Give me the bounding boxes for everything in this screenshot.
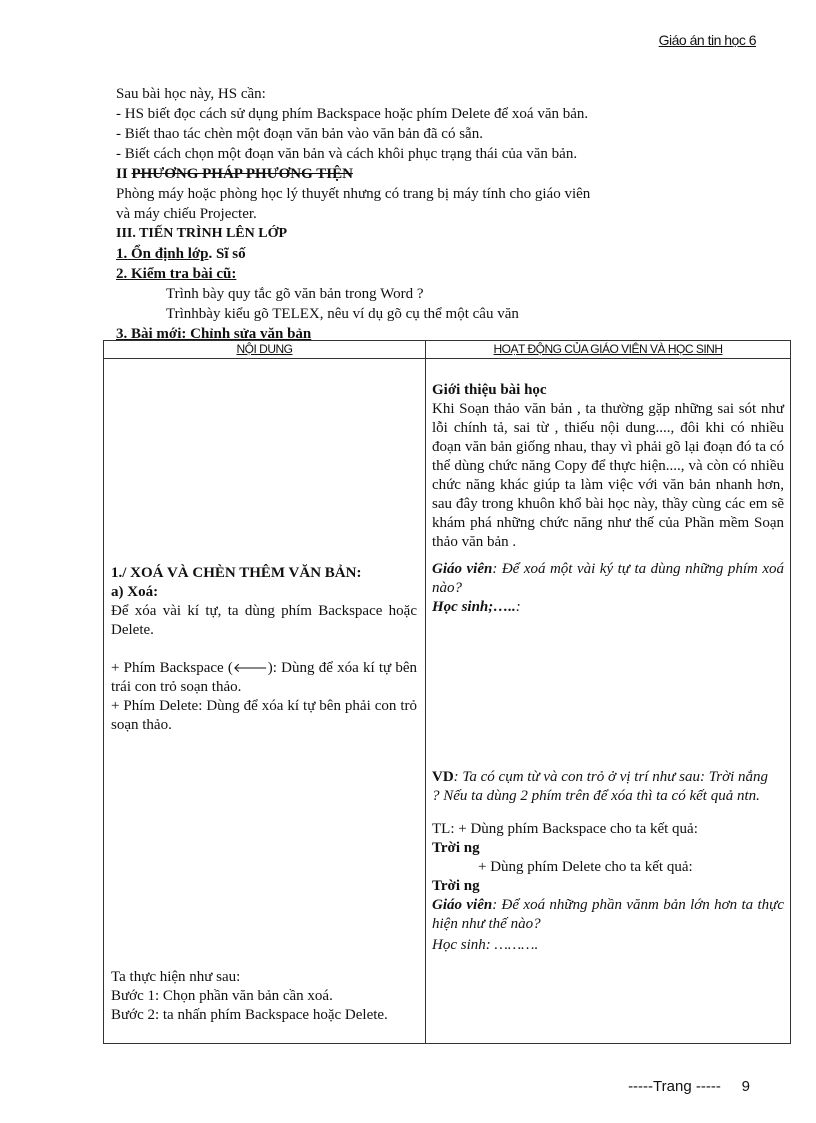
lesson-table: [103, 340, 791, 1044]
content-block-delete: [111, 564, 417, 735]
content-cell: [104, 359, 426, 1044]
objective-2: - Biết thao tác chèn một đoạn văn bản vào văn bản đã có sẵn.: [116, 126, 483, 142]
answer-delete: + Dùng phím Delete cho ta kết quả:: [478, 859, 693, 875]
teacher-question-2: Giáo viên: Để xoá những phần vănm bản lớn hơn ta thực hiện như thế nào?: [432, 897, 785, 932]
content-heading: 1./ XOÁ VÀ CHÈN THÊM VĂN BẢN:: [111, 565, 362, 581]
objectives-intro: Sau bài học này, HS cần:: [116, 86, 266, 102]
arrow-left-icon: 🡐: [232, 661, 268, 676]
answer-backspace-result: Trời ng: [432, 840, 480, 856]
objective-3: - Biết cách chọn một đoạn văn bản và cách khôi phục trạng thái của văn bản.: [116, 146, 578, 162]
content-delete: + Phím Delete: Dùng để xóa kí tự bên phải con trỏ soạn thảo.: [111, 698, 417, 733]
section-2-title: PHƯƠNG PHÁP PHƯƠNG TIỆN: [131, 166, 353, 182]
student-answer-2: Học sinh: ……….: [432, 937, 539, 953]
activities-cell: [426, 359, 791, 1044]
section-2-line-1: Phòng máy hoặc phòng học lý thuyết nhưng có trang bị máy tính cho giáo viên: [116, 186, 591, 202]
activities-block-intro: [432, 381, 784, 617]
student-answer-1: Học sinh;…..:: [432, 599, 521, 615]
column-header-activities: HOẠT ĐỘNG CỦA GIÁO VIÊN VÀ HỌC SINH: [426, 341, 791, 359]
content-backspace: + Phím Backspace (🡐): Dùng để xóa kí tự bên trái con trỏ soạn thảo.: [111, 660, 417, 695]
teacher-question-1: Giáo viên: Để xoá một vài ký tự ta dùng những phím xoá nào?: [432, 561, 784, 596]
item-3-heading: 3. Bài mới: Chỉnh sửa văn bản: [116, 326, 312, 342]
column-header-content: NỘI DUNG: [104, 341, 426, 359]
activities-block-example: [432, 768, 784, 955]
intro-title: Giới thiệu bài học: [432, 382, 547, 398]
content-paragraph-1: Để xóa vài kí tự, ta dùng phím Backspace hoặc Delete.: [111, 603, 417, 638]
example: VD: Ta có cụm từ và con trỏ ở vị trí như sau: Trời nắng: [432, 769, 768, 785]
section-2-heading: II PHƯƠNG PHÁP PHƯƠNG TIỆN: [116, 166, 353, 182]
content-block-steps: [111, 968, 417, 1025]
example-question: ? Nếu ta dùng 2 phím trên để xóa thì ta có kết quả ntn.: [432, 788, 760, 804]
item-2-line-1: Trình bày quy tắc gõ văn bản trong Word ?: [166, 286, 424, 302]
intro-section: [116, 84, 756, 344]
step-2: Bước 2: ta nhấn phím Backspace hoặc Delete.: [111, 1007, 388, 1023]
answer-backspace: TL: + Dùng phím Backspace cho ta kết quả:: [432, 821, 698, 837]
item-1-heading: 1. Ổn định lớp. Sĩ số: [116, 246, 246, 262]
content-subheading: a) Xoá:: [111, 584, 159, 600]
intro-body: Khi Soạn thảo văn bản , ta thường gặp những sai sót như lỗi chính tả, sai từ , thiếu nội dung...., đôi khi có nhiều đoạn văn bản giống nhau, thay vì phải gõ lại đoạn đó ta có thể dùng chức năng Copy để thực hiện...., và còn có nhiều chức năng khác giúp ta làm việc với văn bản nhanh hơn, sau đây trong khuôn khổ bài học này, thầy cùng các em sẽ khám phá những chức năng như thế của Phần mềm Soạn thảo văn bản .: [432, 401, 784, 550]
objective-1: - HS biết đọc cách sử dụng phím Backspace hoặc phím Delete để xoá văn bản.: [116, 106, 589, 122]
answer-delete-result: Trời ng: [432, 878, 480, 894]
page-label: -----Trang -----: [628, 1078, 721, 1095]
step-1: Bước 1: Chọn phần văn bản cần xoá.: [111, 988, 333, 1004]
page-header-title: Giáo án tin học 6: [658, 32, 756, 48]
page-footer: [628, 1078, 750, 1095]
section-2-line-2: và máy chiếu Projecter.: [116, 206, 257, 222]
item-2-heading: 2. Kiểm tra bài cũ:: [116, 266, 237, 282]
page-number: 9: [741, 1078, 750, 1095]
steps-intro: Ta thực hiện như sau:: [111, 969, 241, 985]
item-2-line-2: Trìnhbày kiểu gõ TELEX, nêu ví dụ gõ cụ thể một câu văn: [166, 306, 519, 322]
section-3-heading: III. TIẾN TRÌNH LÊN LỚP: [116, 226, 288, 241]
